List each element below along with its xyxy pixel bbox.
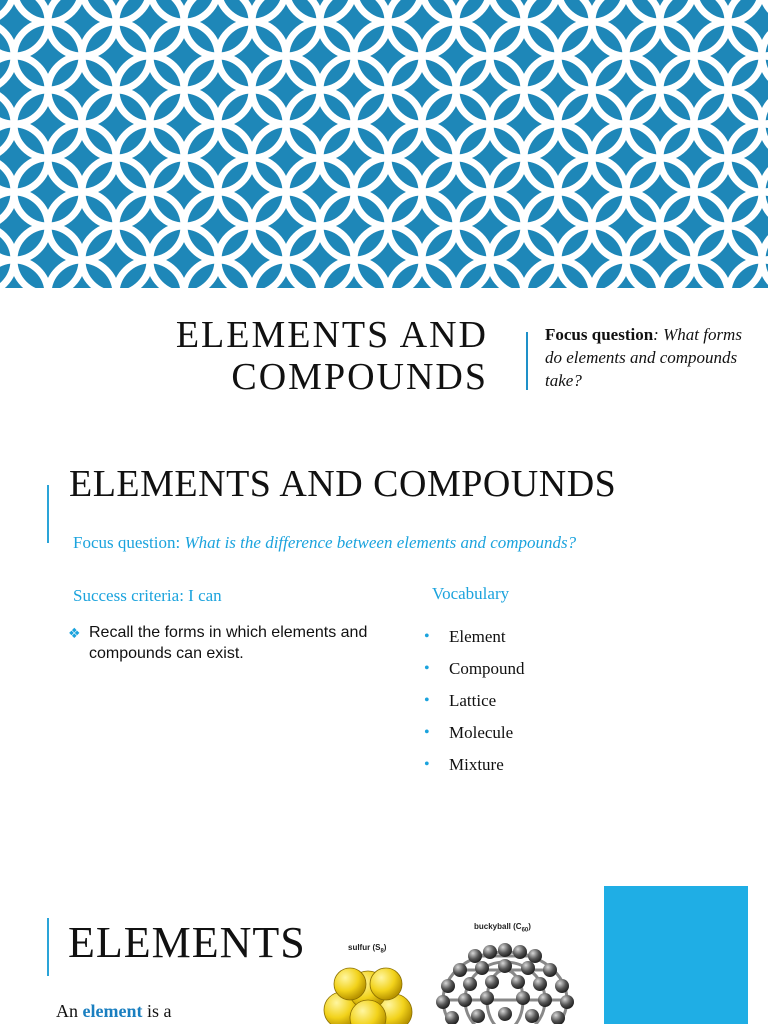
slide2-title: ELEMENTS AND COMPOUNDS — [69, 463, 617, 505]
criteria-item — [68, 622, 378, 664]
diamond-bullet-icon: ❖ — [68, 625, 81, 641]
slide1-focus-question — [545, 323, 745, 392]
slide3-body-text — [56, 999, 171, 1023]
buckyball-label-text: buckyball (C — [474, 922, 522, 931]
slide2-focus-question — [73, 531, 753, 555]
bullet-icon: • — [424, 628, 430, 645]
vocab-item — [424, 621, 525, 653]
bullet-icon: • — [424, 660, 430, 677]
slide3-title: ELEMENTS — [68, 918, 306, 967]
slide1-focus-label: Focus question — [545, 325, 654, 344]
slide3-text-prefix: An — [56, 1001, 83, 1021]
success-criteria-list — [68, 622, 378, 664]
sulfur-label-text: sulfur (S — [348, 943, 381, 952]
bullet-icon: • — [424, 724, 430, 741]
vocab-item — [424, 717, 525, 749]
slide3-text-suffix: is a — [142, 1001, 172, 1021]
buckyball-label: buckyball $(C_{60})$ — [474, 922, 531, 934]
bullet-icon: • — [424, 756, 430, 773]
sulfur-label-sub: 8 — [380, 948, 384, 955]
vocab-item-text: Lattice — [449, 691, 497, 710]
slide1-title: ELEMENTS AND COMPOUNDS — [175, 314, 488, 398]
slide1-divider — [526, 332, 528, 390]
bullet-icon: • — [424, 692, 430, 709]
slide3-title-container — [68, 914, 310, 974]
sulfur-molecule-illustration — [312, 960, 422, 1024]
slide1-focus-text: : What forms do elements and compounds take? — [545, 325, 742, 390]
slide3-accent-bar — [47, 918, 49, 976]
decorative-blue-block — [604, 886, 748, 1024]
buckyball-label-sub: 60 — [521, 927, 529, 934]
slide3-keyword: element — [82, 1001, 143, 1021]
vocab-item-text: Mixture — [449, 755, 504, 774]
vocab-item-text: Molecule — [449, 723, 514, 742]
slide2-focus-label: Focus question: — [73, 533, 185, 552]
slide2-focus-text: What is the difference between elements and compounds? — [184, 533, 577, 552]
vocab-item-text: Element — [449, 627, 506, 646]
vocabulary-list — [424, 621, 525, 781]
buckyball-molecule-illustration — [430, 940, 580, 1024]
vocab-item — [424, 685, 525, 717]
vocab-item — [424, 749, 525, 781]
decorative-pattern-header — [0, 0, 768, 288]
slide2-accent-bar — [47, 485, 49, 543]
criteria-item-text: Recall the forms in which elements and compounds can exist. — [89, 624, 368, 662]
vocab-item-text: Compound — [449, 659, 525, 678]
vocab-item — [424, 653, 525, 685]
success-criteria-heading: Success criteria: I can — [73, 586, 222, 605]
sulfur-label: sulfur $(S_8)$ — [348, 943, 387, 955]
vocabulary-heading: Vocabulary — [432, 584, 510, 603]
